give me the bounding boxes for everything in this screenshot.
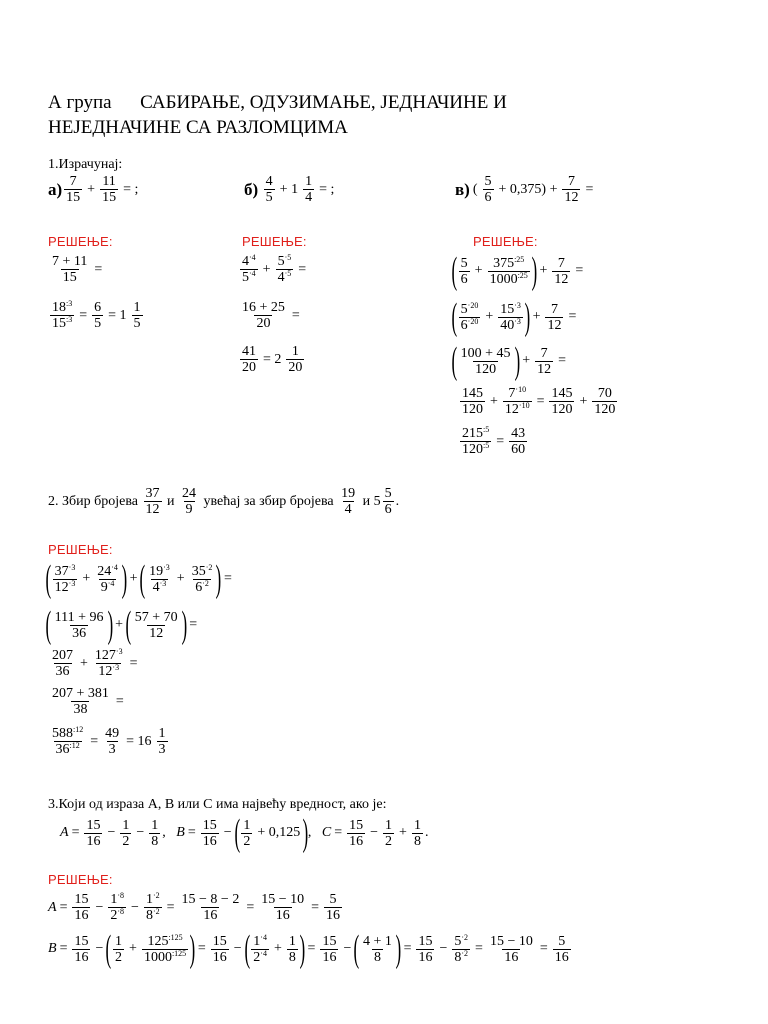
task2-solution-label: РЕШЕЊЕ: [48, 542, 113, 557]
solution-a-step2: $\frac{18^{:3}}{15^{:3}}$ = $\frac{6}{5}$ = 1 1 5 [52, 299, 141, 331]
task2-step3: 207 36 + $\frac{127^{\cdot 3}}{12^{\cdot 3}}$ = [52, 647, 138, 679]
solution-b-step1: $4^{\cdot 4}$ $5^{\cdot 4}$ + $\frac{5^{\cdot 5}}{4^{\cdot 5}}$ = [242, 253, 307, 285]
task2-and-1: и [167, 493, 175, 509]
task2-and-2: и [362, 493, 371, 509]
solution-c-step3: ( 100 + 45 120 ) + $\frac{7}{12}$ = [451, 340, 567, 382]
task1-problem-c: в) ( 5 6 + 0,375) + $\frac{7}{12}$ = [455, 174, 594, 205]
task2-step2: ( 111 + 96 36 ) + ( 57 + 70 12 ) = [45, 604, 198, 646]
label-a: а) [48, 179, 63, 199]
solution-b-step2: $\frac{16 + 25}{20}$ = [242, 300, 300, 331]
task1-problem-a: а) 7 15 + $\frac{11}{15}$ = ; [48, 174, 139, 205]
task2-step1: ( $37^{\cdot 3}$ $12^{\cdot 3}$ + $\frac{24^{\cdot 4}}{9^{\cdot 4}}$ ) + ( $19^{\cdot 3}$ $4^{\cdot 3}$ + $\frac{35^{\cdot 2}}{6^{\cdot 2}}$ ) = [45, 558, 232, 600]
solution-c-step4: 145 120 + $\frac{7^{\cdot 10}}{12^{\cdot 10}}$ = $\frac{145}{120}$ + $\frac{70}{120}$ [462, 385, 616, 417]
title-line-2: НЕЈЕДНАЧИНЕ СА РАЗЛОМЦИМА [48, 117, 348, 138]
solution-label-a: РЕШЕЊЕ: [48, 234, 113, 249]
solution-b-step3: $\frac{41}{20}$ = 2 1 20 [242, 344, 303, 375]
solution-label-b: РЕШЕЊЕ: [242, 234, 307, 249]
page-title [48, 90, 507, 140]
task1-problem-b: б) 4 5 + 1 $\frac{1}{4}$ = ; [244, 174, 335, 205]
title-line-1: А група САБИРАЊЕ, ОДУЗИМАЊЕ, ЈЕДНАЧИНЕ И [48, 92, 507, 113]
task2-text-middle: увећај за збир бројева [203, 493, 334, 509]
solution-c-step1: ( 5 6 + $\frac{375^{:25}}{1000^{:25}}$ ) + $\frac{7}{12}$ = [451, 250, 584, 292]
label-c: в) [455, 179, 470, 199]
task2-step4: $\frac{207 + 381}{38}$ = [52, 686, 124, 717]
task2-text-pre: 2. Збир бројева [48, 493, 138, 509]
solution-a-step1: $\frac{7 + 11}{15}$ = [52, 254, 103, 285]
solution-c-step5: $\frac{215^{:5}}{120^{:5}}$ = $\frac{43}{60}$ [462, 425, 526, 457]
task3-heading: 3.Који од израза A, B или C има највећу вредност, ако је: [48, 797, 387, 812]
task3-solution-b: B = $\frac{15}{16}$ − ( 1 2 + $\frac{125^{:125}}{1000^{:125}}$ ) = $\frac{15}{16}$ − ( $1^{\cdot 4}$ $2^{\cdot 4}$ + $\frac{1}{8}$ ) = $\frac{15}{16}$ − ( 4 + 1 8 ) = $\frac{15}{16}$ − $\frac{5^{\cdot 2}}{8^{\cdot 2}}$ = $\frac{15 - 10}{16}$ = $\frac{5}{16}$ [48, 928, 569, 970]
label-b: б) [244, 179, 259, 199]
task2-heading: 2. Збир бројева 37 12 и 24 9 увећај за збир бројева 19 4 и 5 5 6 . [48, 486, 400, 517]
solution-label-c: РЕШЕЊЕ: [473, 234, 538, 249]
task1-heading: 1.Израчунај: [48, 157, 123, 172]
task3-problem: A = $\frac{15}{16}$ − $\frac{1}{2}$ − $\frac{1}{8}$ , B = $\frac{15}{16}$ − ( 1 2 + 0,125 ) , C = $\frac{15}{16}$ − $\frac{1}{2}$ + $\frac{1}{8}$ . [60, 812, 429, 854]
task3-solution-label: РЕШЕЊЕ: [48, 872, 113, 887]
solution-c-step2: ( $5^{\cdot 20}$ $6^{\cdot 20}$ + $\frac{15^{\cdot 3}}{40^{\cdot 3}}$ ) + $\frac{7}{12}$ = [451, 296, 577, 338]
task2-step5: $\frac{588^{:12}}{36^{:12}}$ = $\frac{49}{3}$ = 16 1 3 [52, 725, 166, 757]
task3-solution-a: A = $\frac{15}{16}$ − $\frac{1^{\cdot 8}}{2^{\cdot 8}}$ − $\frac{1^{\cdot 2}}{8^{\cdot 2}}$ = $\frac{15 - 8 - 2}{16}$ = $\frac{15 - 10}{16}$ = $\frac{5}{16}$ [48, 891, 341, 923]
